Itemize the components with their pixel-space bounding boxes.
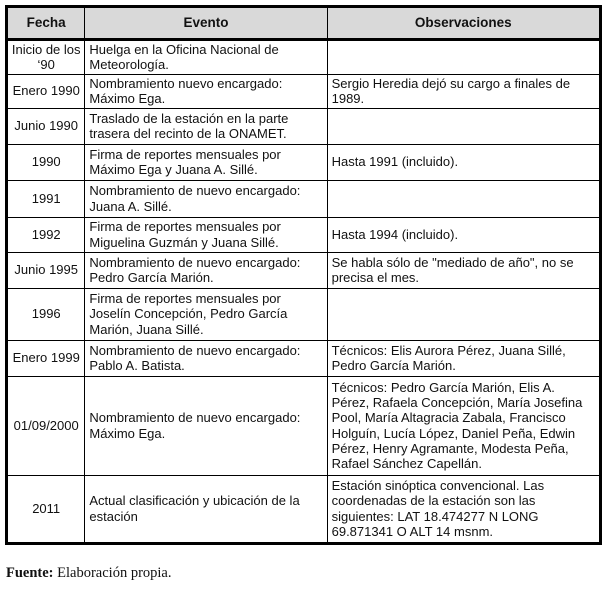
table-row [7, 376, 601, 475]
cell-evento: Firma de reportes mensuales por Máximo Ega y Juana A. Sillé. [85, 144, 327, 180]
cell-fecha: 1991 [7, 180, 85, 217]
cell-observaciones: Técnicos: Elis Aurora Pérez, Juana Sillé, Pedro García Marión. [327, 340, 600, 376]
cell-observaciones: Estación sinóptica convencional. Las coordenadas de la estación son las siguientes: LAT 18.474277 N LONG 69.871341 O ALT 14 msnm. [327, 475, 600, 543]
source-label: Fuente: [6, 565, 54, 581]
cell-observaciones [327, 40, 600, 75]
cell-fecha: Junio 1990 [7, 108, 85, 144]
table-container [5, 5, 602, 545]
cell-fecha: Enero 1999 [7, 340, 85, 376]
table-row [7, 217, 601, 252]
cell-fecha: 1996 [7, 288, 85, 340]
cell-fecha: Inicio de los ‘90 [7, 40, 85, 75]
cell-evento: Nombramiento nuevo encargado: Máximo Ega. [85, 74, 327, 108]
table-row [7, 180, 601, 217]
cell-observaciones: Sergio Heredia dejó su cargo a finales de 1989. [327, 74, 600, 108]
cell-fecha: 1990 [7, 144, 85, 180]
cell-observaciones [327, 180, 600, 217]
table-row [7, 288, 601, 340]
cell-evento: Firma de reportes mensuales por Miguelina Guzmán y Juana Sillé. [85, 217, 327, 252]
table-row [7, 475, 601, 543]
table-row [7, 144, 601, 180]
cell-evento: Nombramiento de nuevo encargado: Pedro García Marión. [85, 252, 327, 288]
table-row [7, 340, 601, 376]
cell-evento: Nombramiento de nuevo encargado: Juana A. Sillé. [85, 180, 327, 217]
cell-evento: Nombramiento de nuevo encargado: Pablo A. Batista. [85, 340, 327, 376]
cell-observaciones [327, 108, 600, 144]
cell-observaciones [327, 288, 600, 340]
cell-fecha: Enero 1990 [7, 74, 85, 108]
cell-fecha: 01/09/2000 [7, 376, 85, 475]
source-note [6, 565, 171, 582]
cell-observaciones: Hasta 1991 (incluido). [327, 144, 600, 180]
header-evento: Evento [85, 7, 327, 40]
cell-fecha: Junio 1995 [7, 252, 85, 288]
cell-observaciones: Técnicos: Pedro García Marión, Elis A. Pérez, Rafaela Concepción, María Josefina Pool, María Altagracia Zabala, Francisco Holguín, Lucía López, Daniel Peña, Edwin Pérez, Henry Agramante, Modesta Peña, Rafael Sánchez Capellán. [327, 376, 600, 475]
header-observaciones: Observaciones [327, 7, 600, 40]
events-table [5, 5, 602, 545]
cell-fecha: 2011 [7, 475, 85, 543]
cell-evento: Huelga en la Oficina Nacional de Meteorología. [85, 40, 327, 75]
cell-evento: Firma de reportes mensuales por Joselín Concepción, Pedro García Marión, Juana Sillé. [85, 288, 327, 340]
source-text: Elaboración propia. [57, 565, 172, 581]
cell-evento: Actual clasificación y ubicación de la estación [85, 475, 327, 543]
table-row [7, 40, 601, 75]
cell-evento: Nombramiento de nuevo encargado: Máximo Ega. [85, 376, 327, 475]
table-row [7, 108, 601, 144]
table-row [7, 74, 601, 108]
header-row [7, 7, 601, 40]
cell-observaciones: Se habla sólo de "mediado de año", no se precisa el mes. [327, 252, 600, 288]
table-row [7, 252, 601, 288]
cell-observaciones: Hasta 1994 (incluido). [327, 217, 600, 252]
cell-fecha: 1992 [7, 217, 85, 252]
header-fecha: Fecha [7, 7, 85, 40]
cell-evento: Traslado de la estación en la parte trasera del recinto de la ONAMET. [85, 108, 327, 144]
